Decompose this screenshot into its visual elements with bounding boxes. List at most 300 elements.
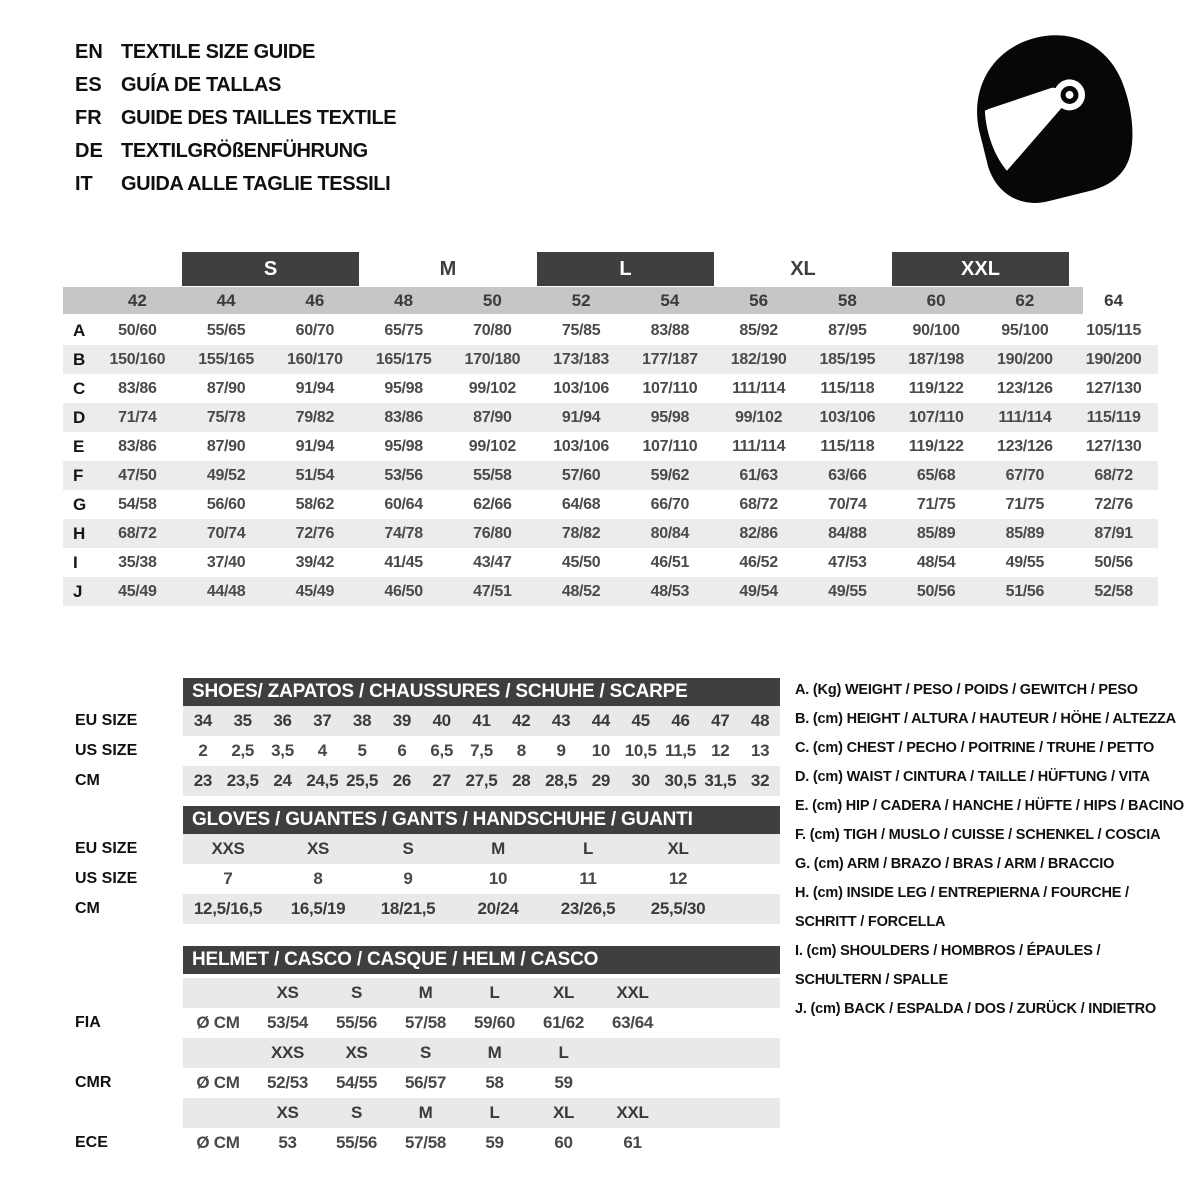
size-value: 75/78: [206, 409, 246, 426]
size-value: 61/63: [739, 467, 778, 484]
sub-table-data: [183, 736, 780, 766]
size-cell: 2: [198, 741, 208, 760]
legend-line: I. (cm) SHOULDERS / HOMBROS / ÉPAULES /: [795, 943, 1101, 959]
legend-line: G. (cm) ARM / BRAZO / BRAS / ARM / BRACCIO: [795, 856, 1115, 872]
size-value: 95/98: [650, 409, 690, 426]
size-value: 85/92: [739, 322, 778, 339]
size-cell: 10,5: [624, 741, 657, 760]
size-value: 99/102: [735, 409, 783, 426]
legend-item: [795, 734, 1185, 763]
legend-line: B. (cm) HEIGHT / ALTURA / HAUTEUR / HÖHE / ALTEZZA: [795, 711, 1176, 727]
size-value: 103/106: [553, 380, 609, 397]
size-cell: 12: [668, 869, 688, 888]
corner-cell: [63, 287, 93, 314]
helmet-size-label: XS: [345, 1043, 368, 1062]
size-value: 99/102: [468, 438, 516, 455]
row-label: US SIZE: [75, 870, 138, 887]
language-row: [75, 168, 396, 201]
numeric-size: 62: [1015, 291, 1035, 310]
size-value: 70/74: [206, 525, 246, 542]
numeric-size: 54: [660, 291, 680, 310]
size-value: 115/118: [820, 438, 875, 455]
helmet-value-row-cmr: [63, 1068, 1200, 1098]
size-cell: 39: [392, 711, 412, 730]
row-letter: F: [73, 466, 84, 485]
size-value: 46/52: [739, 554, 778, 571]
size-value: 49/55: [828, 583, 867, 600]
size-value: 50/56: [1094, 554, 1133, 571]
legend-item: [795, 850, 1185, 879]
size-cell: 23: [193, 771, 213, 790]
size-value: 155/165: [198, 351, 254, 368]
size-cell: 53: [278, 1133, 297, 1152]
size-value: 41/45: [384, 554, 423, 571]
helmet-size-label: XL: [552, 983, 575, 1002]
size-cell: 48: [750, 711, 770, 730]
language-row: [75, 102, 396, 135]
size-cell: 27,5: [465, 771, 498, 790]
legend-item: [795, 995, 1185, 1024]
size-value: 43/47: [473, 554, 512, 571]
size-cell: XXS: [211, 839, 245, 858]
helmet-size-label: S: [419, 1043, 432, 1062]
helmet-size-header-row: [63, 1098, 1200, 1128]
row-letter: I: [73, 553, 78, 572]
size-cell: 18/21,5: [380, 899, 436, 918]
size-cell: 23/26,5: [560, 899, 616, 918]
size-value: 95/98: [384, 438, 423, 455]
size-value: 52/58: [1094, 583, 1133, 600]
size-value: 68/72: [739, 496, 778, 513]
unit-cell: Ø CM: [196, 1073, 240, 1092]
size-cell: 40: [432, 711, 451, 730]
row-label: CM: [75, 772, 100, 789]
language-code: EN: [75, 41, 103, 63]
size-cell: 8: [516, 741, 526, 760]
helmet-size-label: M: [418, 1103, 433, 1122]
size-cell: 7,5: [470, 741, 493, 760]
numeric-size: 42: [127, 291, 147, 310]
size-value: 111/114: [732, 438, 786, 455]
size-cell: 16,5/19: [290, 899, 346, 918]
size-cell: 47: [711, 711, 730, 730]
size-group-xl: XL: [790, 258, 816, 280]
size-value: 91/94: [295, 438, 335, 455]
size-cell: 46: [671, 711, 690, 730]
size-value: 127/130: [1085, 438, 1142, 455]
measurement-row-b: [63, 345, 1158, 374]
size-cell: 10: [591, 741, 611, 760]
size-value: 39/42: [295, 554, 335, 571]
size-value: 65/68: [916, 467, 956, 484]
size-value: 68/72: [1094, 467, 1133, 484]
size-value: 123/126: [997, 380, 1053, 397]
helmet-values: [183, 1008, 780, 1038]
size-cell: 41: [472, 711, 491, 730]
helmet-size-header: [183, 1098, 780, 1128]
row-label: [63, 978, 183, 1008]
size-value: 87/90: [473, 409, 512, 426]
size-cell: 44: [591, 711, 611, 730]
size-group-xxl: XXL: [892, 252, 1070, 286]
size-cell: 12: [711, 741, 730, 760]
size-cell: 28,5: [545, 771, 578, 790]
size-value: 70/74: [828, 496, 867, 513]
helmet-size-label: S: [350, 1103, 363, 1122]
helmet-size-label: XXL: [616, 1103, 649, 1122]
legend-item: [795, 879, 1185, 937]
size-value: 95/98: [384, 380, 423, 397]
size-cell: 61: [623, 1133, 642, 1152]
sub-table-data: [183, 894, 780, 924]
legend-line: SCHRITT / FORCELLA: [795, 914, 946, 930]
size-cell: 57/58: [404, 1013, 447, 1032]
size-value: 82/86: [739, 525, 778, 542]
size-cell: 52/53: [266, 1073, 309, 1092]
legend-line: F. (cm) TIGH / MUSLO / CUISSE / SCHENKEL / COSCIA: [795, 827, 1161, 843]
unit-cell: [183, 1098, 253, 1128]
sub-table-data: [183, 706, 780, 736]
size-value: 103/106: [553, 438, 609, 455]
row-label: EU SIZE: [75, 712, 138, 729]
numeric-size: 56: [749, 291, 769, 310]
size-value: 91/94: [561, 409, 601, 426]
size-cell: 6,5: [430, 741, 454, 760]
size-value: 182/190: [730, 351, 787, 368]
size-value: 47/50: [118, 467, 157, 484]
size-value: 44/48: [206, 583, 246, 600]
size-cell: 37: [313, 711, 332, 730]
size-value: 107/110: [908, 409, 964, 426]
size-cell: 56/57: [404, 1073, 447, 1092]
size-cell: 57/58: [404, 1133, 447, 1152]
size-value: 67/70: [1005, 467, 1045, 484]
helmet-size-label: S: [350, 983, 363, 1002]
language-row: [75, 36, 396, 69]
size-cell: 11,5: [665, 741, 696, 760]
legend-item: [795, 937, 1185, 995]
size-value: 107/110: [642, 438, 698, 455]
helmet-values: [183, 1128, 780, 1158]
measurement-rows: [63, 316, 1158, 606]
language-code: FR: [75, 107, 102, 129]
sub-table-data: [183, 864, 780, 894]
numeric-size: 64: [1104, 291, 1124, 310]
unit-cell: Ø CM: [196, 1013, 240, 1032]
legend-item: [795, 763, 1185, 792]
size-group-s: S: [182, 252, 360, 286]
size-value: 46/51: [650, 554, 690, 571]
size-cell: 54/55: [335, 1073, 378, 1092]
shoes-table-title-bar: SHOES/ ZAPATOS / CHAUSSURES / SCHUHE / SCARPE: [183, 678, 780, 706]
size-value: 150/160: [109, 351, 166, 368]
language-code: DE: [75, 140, 103, 162]
size-cell: 55/56: [335, 1013, 378, 1032]
row-letter: H: [73, 524, 86, 543]
numeric-size: 52: [571, 291, 591, 310]
size-value: 190/200: [1085, 351, 1142, 368]
row-letter: J: [73, 582, 83, 601]
size-cell: 4: [317, 741, 327, 760]
size-value: 107/110: [642, 380, 698, 397]
row-label: CM: [75, 900, 100, 917]
measurement-row-d: [63, 403, 1158, 432]
size-value: 115/118: [820, 380, 875, 397]
language-row: [75, 69, 396, 102]
legend-line: SCHULTERN / SPALLE: [795, 972, 948, 988]
size-value: 95/100: [1001, 322, 1049, 339]
size-cell: 25,5: [346, 771, 379, 790]
row-letter: B: [73, 350, 86, 369]
language-title: TEXTILGRÖßENFÜHRUNG: [121, 140, 368, 162]
size-cell: 24,5: [306, 771, 339, 790]
helmet-size-label: XXL: [616, 983, 649, 1002]
size-value: 105/115: [1086, 322, 1142, 339]
size-cell: M: [491, 839, 505, 858]
helmet-size-label: XXS: [270, 1043, 305, 1062]
legend-item: [795, 792, 1185, 821]
measurement-row-c: [63, 374, 1158, 403]
size-value: 91/94: [295, 380, 335, 397]
standard-label: ECE: [75, 1134, 108, 1151]
size-value: 57/60: [561, 467, 601, 484]
size-cell: 61/62: [542, 1013, 585, 1032]
size-cell: 55/56: [335, 1133, 378, 1152]
size-value: 66/70: [650, 496, 690, 513]
size-value: 127/130: [1085, 380, 1142, 397]
size-value: 62/66: [473, 496, 512, 513]
size-value: 49/54: [739, 583, 778, 600]
size-value: 83/86: [384, 409, 423, 426]
size-value: 60/64: [384, 496, 423, 513]
row-label: [63, 1098, 183, 1128]
language-title-list: [75, 36, 396, 201]
size-value: 103/106: [819, 409, 876, 426]
legend-line: C. (cm) CHEST / PECHO / POITRINE / TRUHE / PETTO: [795, 740, 1155, 756]
size-value: 187/198: [908, 351, 964, 368]
size-value: 165/175: [375, 351, 432, 368]
size-value: 76/80: [473, 525, 512, 542]
size-value: 87/95: [828, 322, 867, 339]
measurement-row-e: [63, 432, 1158, 461]
size-cell: 36: [273, 711, 292, 730]
helmet-size-label: M: [487, 1043, 502, 1062]
size-value: 48/54: [916, 554, 956, 571]
size-value: 99/102: [468, 380, 516, 397]
size-value: 58/62: [295, 496, 335, 513]
size-value: 84/88: [828, 525, 867, 542]
size-value: 45/50: [561, 554, 601, 571]
helmet-size-label: L: [489, 983, 500, 1002]
size-cell: 25,5/30: [650, 899, 706, 918]
row-letter: E: [73, 437, 85, 456]
language-code: ES: [75, 74, 102, 96]
size-value: 115/119: [1086, 409, 1141, 426]
size-cell: L: [582, 839, 594, 858]
size-value: 71/74: [118, 409, 157, 426]
language-title: TEXTILE SIZE GUIDE: [121, 41, 315, 63]
size-cell: 20/24: [477, 899, 519, 918]
unit-cell: [183, 1038, 253, 1068]
size-value: 49/52: [206, 467, 246, 484]
size-cell: 24: [273, 771, 292, 790]
size-cell: 53/54: [266, 1013, 309, 1032]
size-value: 48/52: [561, 583, 601, 600]
measurement-row-j: [63, 577, 1158, 606]
size-cell: 9: [556, 741, 566, 760]
numeric-size: 60: [926, 291, 946, 310]
measurement-row-h: [63, 519, 1158, 548]
legend-item: [795, 705, 1185, 734]
size-cell: 59/60: [473, 1013, 516, 1032]
size-value: 60/70: [295, 322, 335, 339]
size-cell: XS: [306, 839, 330, 858]
size-value: 83/86: [118, 438, 157, 455]
size-value: 90/100: [912, 322, 960, 339]
size-cell: 26: [392, 771, 412, 790]
row-label: US SIZE: [75, 742, 138, 759]
sub-table-data: [183, 834, 780, 864]
size-value: 63/66: [828, 467, 867, 484]
size-value: 87/91: [1094, 525, 1133, 542]
numeric-size: 50: [482, 291, 502, 310]
size-value: 48/53: [650, 583, 690, 600]
size-cell: 59: [554, 1073, 573, 1092]
size-value: 35/38: [118, 554, 157, 571]
size-value: 65/75: [384, 322, 423, 339]
size-value: 83/86: [118, 380, 157, 397]
helmet-icon: [966, 30, 1138, 204]
size-cell: 42: [512, 711, 531, 730]
size-cell: 63/64: [611, 1013, 654, 1032]
size-value: 55/58: [473, 467, 512, 484]
size-cell: 43: [551, 711, 571, 730]
size-value: 49/55: [1005, 554, 1045, 571]
measurement-legend: [795, 676, 1185, 1024]
helmet-size-header-row: [63, 1038, 1200, 1068]
size-cell: 32: [750, 771, 770, 790]
size-cell: 27: [432, 771, 451, 790]
helmet-size-label: M: [418, 983, 433, 1002]
size-value: 46/50: [384, 583, 423, 600]
numeric-size: 44: [216, 291, 236, 310]
legend-line: D. (cm) WAIST / CINTURA / TAILLE / HÜFTUNG / VITA: [795, 769, 1150, 785]
language-code: IT: [75, 173, 93, 195]
size-cell: 30: [631, 771, 650, 790]
size-cell: 31,5: [704, 771, 737, 790]
size-value: 54/58: [118, 496, 157, 513]
size-cell: 11: [579, 869, 597, 888]
helmet-size-label: XS: [276, 983, 299, 1002]
legend-item: [795, 821, 1185, 850]
size-value: 70/80: [473, 322, 512, 339]
size-cell: 9: [403, 869, 413, 888]
row-letter: D: [73, 408, 86, 427]
size-cell: 10: [488, 869, 508, 888]
helmet-table-title-bar: HELMET / CASCO / CASQUE / HELM / CASCO: [183, 946, 780, 974]
size-value: 111/114: [998, 409, 1052, 426]
size-value: 51/54: [295, 467, 335, 484]
helmet-values: [183, 1068, 780, 1098]
size-value: 78/82: [561, 525, 601, 542]
helmet-size-header: [183, 1038, 780, 1068]
size-group-l: L: [537, 252, 715, 286]
size-cell: 23,5: [226, 771, 259, 790]
textile-size-table: [63, 252, 1158, 606]
size-value: 119/122: [908, 438, 964, 455]
size-cell: 29: [591, 771, 611, 790]
helmet-size-label: XL: [552, 1103, 575, 1122]
standard-label: CMR: [75, 1074, 112, 1091]
size-value: 177/187: [642, 351, 698, 368]
row-letter: C: [73, 379, 86, 398]
size-cell: 38: [352, 711, 372, 730]
size-value: 160/170: [287, 351, 343, 368]
measurement-row-f: [63, 461, 1158, 490]
language-title: GUIDA ALLE TAGLIE TESSILI: [121, 173, 391, 195]
measurement-row-i: [63, 548, 1158, 577]
size-value: 47/53: [828, 554, 867, 571]
gloves-table-title-bar: GLOVES / GUANTES / GANTS / HANDSCHUHE / GUANTI: [183, 806, 780, 834]
size-value: 68/72: [118, 525, 157, 542]
size-value: 71/75: [1005, 496, 1045, 513]
language-row: [75, 135, 396, 168]
legend-item: [795, 676, 1185, 705]
helmet-size-label: L: [558, 1043, 569, 1062]
size-value: 111/114: [732, 380, 786, 397]
language-title: GUÍA DE TALLAS: [121, 74, 281, 96]
size-value: 64/68: [561, 496, 601, 513]
legend-line: J. (cm) BACK / ESPALDA / DOS / ZURÜCK / INDIETRO: [795, 1001, 1156, 1017]
language-title: GUIDE DES TAILLES TEXTILE: [121, 107, 397, 129]
size-cell: 34: [193, 711, 213, 730]
size-value: 53/56: [384, 467, 423, 484]
size-value: 87/90: [206, 438, 246, 455]
size-value: 72/76: [1094, 496, 1133, 513]
measurement-row-a: [63, 316, 1158, 345]
size-value: 71/75: [916, 496, 956, 513]
legend-line: E. (cm) HIP / CADERA / HANCHE / HÜFTE / HIPS / BACINO: [795, 798, 1184, 814]
size-value: 45/49: [118, 583, 157, 600]
size-value: 87/90: [206, 380, 246, 397]
numeric-size-band: [63, 287, 1158, 314]
size-cell: 2,5: [231, 741, 255, 760]
size-cell: 30,5: [664, 771, 697, 790]
size-cell: 3,5: [271, 741, 294, 760]
size-cell: 59: [485, 1133, 504, 1152]
size-value: 50/56: [916, 583, 956, 600]
size-cell: 45: [631, 711, 650, 730]
size-value: 47/51: [473, 583, 512, 600]
numeric-size: 48: [394, 291, 414, 310]
size-value: 85/89: [916, 525, 956, 542]
row-letter: G: [73, 495, 87, 514]
size-value: 173/183: [553, 351, 609, 368]
size-value: 74/78: [384, 525, 423, 542]
size-value: 123/126: [997, 438, 1053, 455]
size-value: 185/195: [819, 351, 876, 368]
size-value: 190/200: [997, 351, 1053, 368]
size-value: 72/76: [295, 525, 335, 542]
size-cell: 7: [223, 869, 233, 888]
size-group-row: [63, 252, 1158, 286]
size-cell: 13: [750, 741, 770, 760]
size-value: 45/49: [295, 583, 335, 600]
standard-label: FIA: [75, 1014, 101, 1031]
size-cell: 35: [233, 711, 252, 730]
size-cell: XL: [667, 839, 689, 858]
numeric-size: 46: [305, 291, 325, 310]
